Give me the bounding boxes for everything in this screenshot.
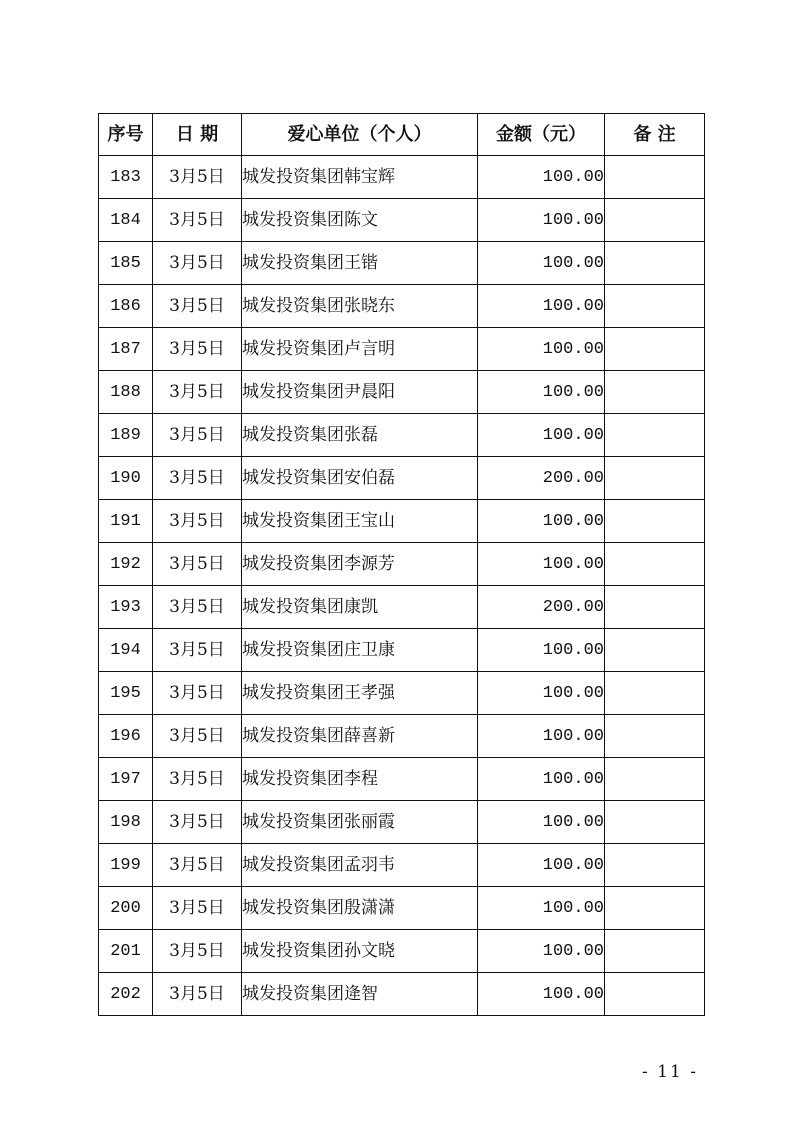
row-amount-cell: 100.00 [478,500,605,543]
row-note-cell [605,414,705,457]
row-seq-cell: 187 [99,328,153,371]
row-seq-cell: 188 [99,371,153,414]
row-amount-cell: 100.00 [478,242,605,285]
row-unit-cell: 城发投资集团孟羽韦 [242,844,478,887]
row-amount-cell: 100.00 [478,543,605,586]
row-seq-cell: 183 [99,156,153,199]
row-date-cell: 3月5日 [153,543,242,586]
header-amount: 金额（元） [478,114,605,156]
row-unit-cell: 城发投资集团尹晨阳 [242,371,478,414]
row-note-cell [605,199,705,242]
row-note-cell [605,973,705,1016]
header-date: 日 期 [153,114,242,156]
row-date-cell: 3月5日 [153,457,242,500]
row-seq-cell: 190 [99,457,153,500]
table-row [99,199,705,242]
table-row [99,242,705,285]
row-unit-cell: 城发投资集团李源芳 [242,543,478,586]
row-amount-cell: 200.00 [478,586,605,629]
row-note-cell [605,801,705,844]
table-row [99,414,705,457]
row-note-cell [605,930,705,973]
row-date-cell: 3月5日 [153,328,242,371]
row-unit-cell: 城发投资集团王锴 [242,242,478,285]
row-note-cell [605,758,705,801]
row-seq-cell: 199 [99,844,153,887]
row-date-cell: 3月5日 [153,801,242,844]
row-note-cell [605,156,705,199]
row-seq-cell: 198 [99,801,153,844]
header-seq: 序号 [99,114,153,156]
row-amount-cell: 100.00 [478,801,605,844]
row-seq-cell: 196 [99,715,153,758]
table-row [99,285,705,328]
row-unit-cell: 城发投资集团逄智 [242,973,478,1016]
row-amount-cell: 100.00 [478,199,605,242]
table-row [99,930,705,973]
row-seq-cell: 202 [99,973,153,1016]
row-date-cell: 3月5日 [153,242,242,285]
row-amount-cell: 100.00 [478,715,605,758]
row-note-cell [605,672,705,715]
table-row [99,844,705,887]
row-note-cell [605,844,705,887]
row-seq-cell: 186 [99,285,153,328]
row-note-cell [605,543,705,586]
row-date-cell: 3月5日 [153,629,242,672]
row-unit-cell: 城发投资集团王宝山 [242,500,478,543]
row-seq-cell: 184 [99,199,153,242]
row-amount-cell: 100.00 [478,414,605,457]
row-unit-cell: 城发投资集团王孝强 [242,672,478,715]
row-date-cell: 3月5日 [153,758,242,801]
row-date-cell: 3月5日 [153,930,242,973]
row-amount-cell: 100.00 [478,844,605,887]
row-note-cell [605,887,705,930]
row-unit-cell: 城发投资集团韩宝辉 [242,156,478,199]
row-unit-cell: 城发投资集团康凯 [242,586,478,629]
row-seq-cell: 189 [99,414,153,457]
row-note-cell [605,457,705,500]
row-date-cell: 3月5日 [153,586,242,629]
table-row [99,500,705,543]
row-seq-cell: 200 [99,887,153,930]
row-amount-cell: 100.00 [478,973,605,1016]
row-note-cell [605,371,705,414]
row-unit-cell: 城发投资集团卢言明 [242,328,478,371]
row-note-cell [605,328,705,371]
row-date-cell: 3月5日 [153,371,242,414]
row-date-cell: 3月5日 [153,715,242,758]
row-unit-cell: 城发投资集团张晓东 [242,285,478,328]
row-note-cell [605,285,705,328]
table-header-row [99,114,705,156]
row-seq-cell: 195 [99,672,153,715]
row-date-cell: 3月5日 [153,156,242,199]
row-seq-cell: 192 [99,543,153,586]
row-amount-cell: 200.00 [478,457,605,500]
row-date-cell: 3月5日 [153,199,242,242]
page-number: - 11 - [642,1062,698,1082]
row-unit-cell: 城发投资集团陈文 [242,199,478,242]
row-date-cell: 3月5日 [153,887,242,930]
row-date-cell: 3月5日 [153,285,242,328]
row-seq-cell: 197 [99,758,153,801]
header-unit: 爱心单位（个人） [242,114,478,156]
table-row [99,371,705,414]
table-row [99,328,705,371]
row-seq-cell: 194 [99,629,153,672]
row-note-cell [605,500,705,543]
row-amount-cell: 100.00 [478,156,605,199]
table-row [99,457,705,500]
row-amount-cell: 100.00 [478,672,605,715]
header-note: 备 注 [605,114,705,156]
donation-table [98,113,705,1016]
row-amount-cell: 100.00 [478,930,605,973]
table-row [99,973,705,1016]
table-row [99,887,705,930]
row-note-cell [605,715,705,758]
row-unit-cell: 城发投资集团安伯磊 [242,457,478,500]
row-unit-cell: 城发投资集团庄卫康 [242,629,478,672]
row-date-cell: 3月5日 [153,500,242,543]
row-note-cell [605,629,705,672]
row-unit-cell: 城发投资集团薛喜新 [242,715,478,758]
row-seq-cell: 193 [99,586,153,629]
row-date-cell: 3月5日 [153,414,242,457]
row-unit-cell: 城发投资集团张丽霞 [242,801,478,844]
row-date-cell: 3月5日 [153,844,242,887]
row-note-cell [605,586,705,629]
table-row [99,758,705,801]
row-amount-cell: 100.00 [478,371,605,414]
table-row [99,586,705,629]
row-amount-cell: 100.00 [478,285,605,328]
row-seq-cell: 201 [99,930,153,973]
table-row [99,629,705,672]
table-row [99,801,705,844]
row-unit-cell: 城发投资集团孙文晓 [242,930,478,973]
table-row [99,156,705,199]
table-row [99,715,705,758]
row-note-cell [605,242,705,285]
row-date-cell: 3月5日 [153,672,242,715]
row-amount-cell: 100.00 [478,328,605,371]
row-seq-cell: 185 [99,242,153,285]
row-amount-cell: 100.00 [478,887,605,930]
row-unit-cell: 城发投资集团殷潇潇 [242,887,478,930]
row-seq-cell: 191 [99,500,153,543]
row-date-cell: 3月5日 [153,973,242,1016]
row-unit-cell: 城发投资集团张磊 [242,414,478,457]
table-row [99,672,705,715]
row-amount-cell: 100.00 [478,629,605,672]
row-unit-cell: 城发投资集团李程 [242,758,478,801]
row-amount-cell: 100.00 [478,758,605,801]
table-row [99,543,705,586]
